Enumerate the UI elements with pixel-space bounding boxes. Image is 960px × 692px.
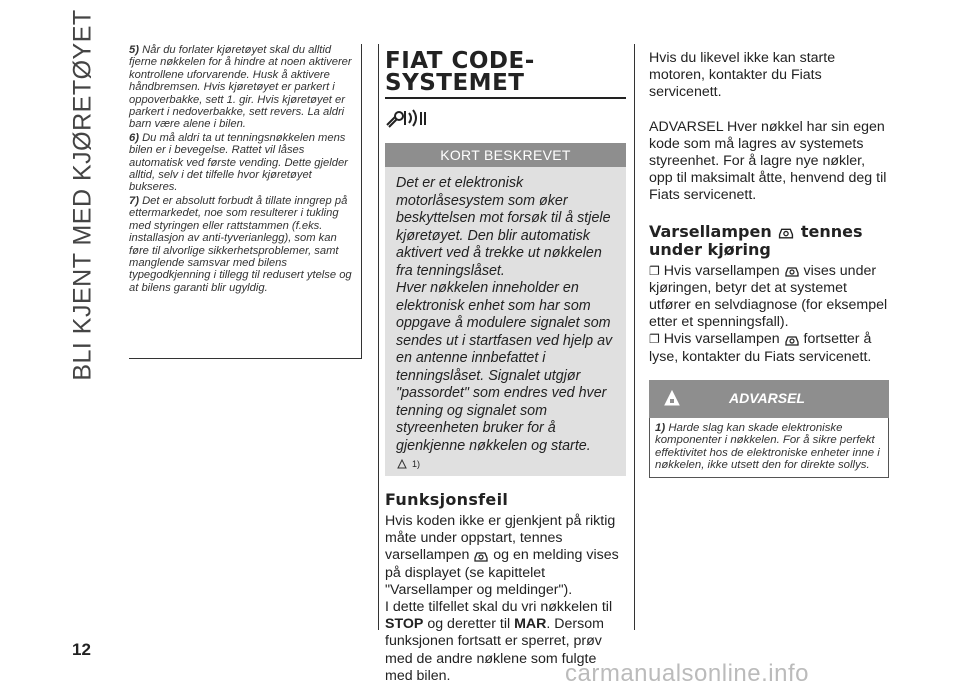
fiat-code-icon [385,107,626,129]
malfunction-paragraph-2: I dette tilfellet skal du vri nøkkelen til STOP og deretter til MAR. Dersom funksjonen fortsatt er sperret, prøv med de andre nøklene som fulgte med bilen. [385,599,613,684]
advarsel-text: 1) Harde slag kan skade elektroniske komponenter i nøkkelen. For å sikre perfekt effektivitet hos de elektroniske enheter inne i nøkkelen, ikke utsett den for direkte sollys. [655,421,880,472]
side-chapter-title: BLI KJENT MED KJØRETØYET [68,9,97,381]
notes-column [129,44,362,359]
checkbox-bullet-icon: ❐ [649,332,660,347]
fiat-code-section [385,50,626,685]
summary-reference: 1) [396,458,618,470]
note-6: 6) Du må aldri ta ut tenningsnøkkelen mens bilen er i bevegelse. Rattet vil låses automatisk ved første vending. Dette gjelder alltid, selv i det tilfelle hvor kjøretøyet bukseres. [129,131,348,194]
warning-item-2: ❐ Hvis varsellampen fortsetter å lyse, kontakter du Fiats servicenett. [649,331,872,365]
car-key-warning-icon [784,264,800,278]
car-key-warning-icon [784,333,800,347]
note-7: 7) Det er absolutt forbudt å tillate inngrep på ettermarkedet, noe som resulterer i tukling med styringen eller rattstammen (f.eks. installasjon av anti-tyverianlegg), som kan føre til alvorlige sikkerhetsproblemer, samt manglende samsvar med bilens typegodkjenning i tillegg til redusert ytelse og at bilens garanti blir ugyldig. [129,194,352,294]
advarsel-header: ADVARSEL [649,380,889,418]
summary-paragraph-1: Det er et elektronisk motorlåsesystem som øker beskyttelsen mot forsøk til å stjele kjøretøyet. Den blir automatisk aktivert ved å trekke ut nøkkelen fra tenningslåset. [396,175,611,279]
footer-watermark-url: carmanualsonline.info [565,660,809,687]
warning-light-title: Varsellampen tennes under kjøring [649,221,863,259]
title-rule [385,97,626,99]
start-failure-paragraph: Hvis du likevel ikke kan starte motoren, kontakter du Fiats servicenett. [649,50,836,101]
advarsel-box [649,418,889,479]
checkbox-bullet-icon: ❐ [649,263,660,278]
section-title: FIAT CODE- SYSTEMET [385,48,535,96]
car-key-warning-icon [473,549,489,563]
warning-hand-icon [396,458,408,470]
column-divider [634,44,635,630]
note-5: 5) Når du forlater kjøretøyet skal du alltid fjerne nøkkelen for å hindre at noen aktiverer kontrollene uforvarende. Husk å aktivere håndbremsen. Hvis kjøretøyet er parkert i oppoverbakke, sett 1. gir. Hvis kjøretøyet er parkert i nedoverbakke, sett revers. La aldri barn være alene i bilen. [129,44,352,131]
summary-box [385,167,626,476]
warning-item-1: ❐ Hvis varsellampen vises under kjøringen, betyr det at systemet utfører en selvdiagnose (for eksempel etter et spenningsfall). [649,262,888,331]
summary-header: KORT BESKREVET [385,143,626,167]
summary-paragraph-2: Hver nøkkelen inneholder en elektronisk enhet som har som oppgave å modulere signalet som sendes ut i startfasen ved hjelp av en antenne innbefattet i tenningslåset. Signalet utgjør "passordet" som endres ved hver tenning og signalet som styreenheten bruker for å gjenkjenne nøkkelen og starte. [396,280,613,454]
page-number: 12 [72,640,91,659]
malfunction-title: Funksjonsfeil [385,490,509,509]
car-key-warning-icon [777,225,795,240]
key-code-paragraph: ADVARSEL Hver nøkkel har sin egen kode som må lagres av systemets styreenhet. For å lagre nye nøkler, opp til maksimalt åtte, henvend deg til Fiats servicenett. [649,118,887,204]
warning-hand-icon [661,387,683,412]
right-column [649,50,889,478]
column-divider [378,44,379,630]
malfunction-paragraph-1: Hvis koden ikke er gjenkjent på riktig måte under oppstart, tennes varsellampen og en melding vises på displayet (se kapittelet "Varsellamper og meldinger"). [385,513,619,598]
